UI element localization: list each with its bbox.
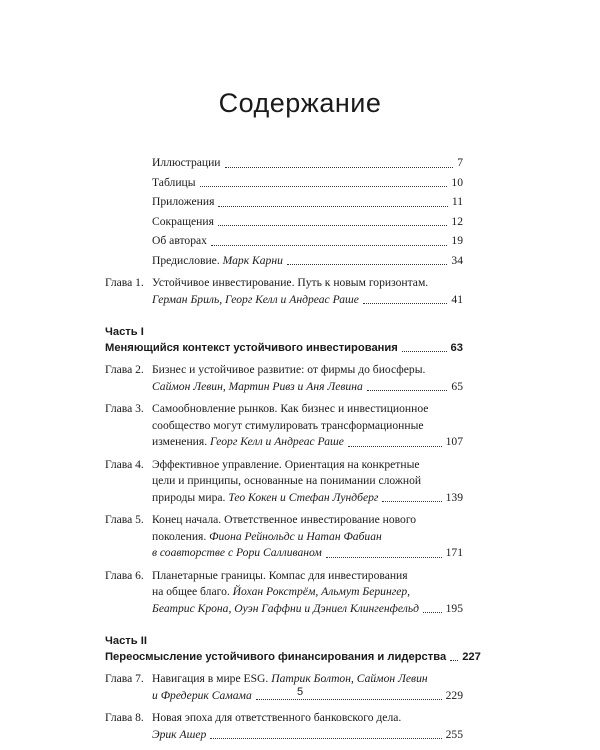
chapter-author-cont: в соавторстве с Рори Салливаном xyxy=(152,546,322,559)
chapter-body xyxy=(152,710,463,743)
toc-page-number: 171 xyxy=(445,546,463,559)
toc-page-number: 10 xyxy=(451,175,463,189)
toc-chapter-3[interactable] xyxy=(105,401,463,451)
toc-chapter-2[interactable] xyxy=(105,362,463,395)
toc-entry-text xyxy=(152,253,283,270)
toc-page-number: 195 xyxy=(445,601,463,615)
chapter-body xyxy=(152,457,463,507)
table-of-contents xyxy=(105,152,481,743)
toc-page-number: 41 xyxy=(451,292,463,306)
chapter-author: Георг Келл и Андреас Раше xyxy=(210,435,344,448)
chapter-title-cont: цели и принципы, основанные на понимании сложной xyxy=(152,474,422,487)
dot-leader xyxy=(218,206,447,207)
toc-entry-text: Сокращения xyxy=(152,214,214,228)
dot-leader xyxy=(218,225,447,226)
toc-entry-foreword[interactable] xyxy=(105,250,463,270)
chapter-label: Глава 4. xyxy=(105,457,144,471)
chapter-label: Глава 2. xyxy=(105,363,144,376)
part-label: Часть II xyxy=(105,635,147,647)
dot-leader xyxy=(210,738,441,739)
chapter-title-cont: поколения. xyxy=(152,529,207,543)
dot-leader xyxy=(363,303,447,304)
chapter-label: Глава 7. xyxy=(105,672,144,685)
chapter-body xyxy=(152,401,463,451)
dot-leader xyxy=(402,351,447,352)
toc-part-2[interactable] xyxy=(105,633,481,665)
chapter-title: Эффективное управление. Ориентация на конкретные xyxy=(152,457,420,471)
chapter-label: Глава 8. xyxy=(105,711,144,724)
toc-page-number: 227 xyxy=(462,651,481,663)
toc-page-number: 229 xyxy=(445,688,463,702)
dot-leader xyxy=(367,390,448,391)
part-label: Часть I xyxy=(105,326,144,338)
chapter-title: Самообновление рынков. Как бизнес и инвестиционное xyxy=(152,402,429,415)
chapter-author: Эрик Ашер xyxy=(152,727,207,741)
toc-entry-text: Иллюстрации xyxy=(152,156,221,169)
toc-page-number: 34 xyxy=(451,253,463,267)
dot-leader xyxy=(450,660,458,661)
dot-leader xyxy=(326,557,442,558)
chapter-author: Герман Бриль, Георг Келл и Андреас Раше xyxy=(152,292,359,306)
chapter-title: Устойчивое инвестирование. Путь к новым горизонтам. xyxy=(152,276,429,289)
dot-leader xyxy=(287,264,448,265)
toc-chapter-1[interactable] xyxy=(105,275,463,308)
toc-entry-text: Об авторах xyxy=(152,234,207,247)
chapter-label: Глава 3. xyxy=(105,402,144,415)
chapter-title-cont: на общее благо. xyxy=(152,585,230,598)
chapter-body xyxy=(152,362,463,395)
chapter-author: Йохан Рокстрём, Альмут Берингер, xyxy=(232,585,411,598)
chapter-author: Саймон Левин, Мартин Ривз и Аня Левина xyxy=(152,379,363,393)
chapter-title: Новая эпоха для ответственного банковского дела. xyxy=(152,711,402,724)
chapter-label: Глава 1. xyxy=(105,276,144,289)
dot-leader xyxy=(348,446,442,447)
toc-entry-tables[interactable] xyxy=(105,172,463,192)
chapter-author: Патрик Болтон, Саймон Левин xyxy=(271,672,428,685)
toc-entry-illustrations[interactable] xyxy=(105,152,463,172)
part-title: Меняющийся контекст устойчивого инвестирования xyxy=(105,342,398,354)
toc-page-number: 11 xyxy=(451,195,463,208)
dot-leader xyxy=(225,167,454,168)
chapter-title-cont: природы мира. xyxy=(152,490,226,504)
chapter-title-cont: изменения. xyxy=(152,435,208,448)
toc-chapter-8[interactable] xyxy=(105,710,463,743)
chapter-title-cont: сообщество могут стимулировать трансформационные xyxy=(152,418,424,432)
toc-entry-about-authors[interactable] xyxy=(105,230,463,250)
dot-leader xyxy=(200,186,448,187)
toc-page-number: 107 xyxy=(445,435,463,448)
dot-leader xyxy=(256,699,442,700)
chapter-author: Тео Кокен и Стефан Лундберг xyxy=(228,490,379,504)
toc-page-number: 65 xyxy=(451,379,463,393)
toc-entry-title: Предисловие. xyxy=(152,253,220,267)
chapter-author-cont: и Фредерик Самама xyxy=(152,688,252,702)
dot-leader xyxy=(382,501,441,502)
toc-entry-appendices[interactable] xyxy=(105,191,463,211)
toc-page-number: 19 xyxy=(451,234,463,247)
page-title: Содержание xyxy=(218,88,382,118)
toc-page-number: 255 xyxy=(445,727,463,741)
dot-leader xyxy=(211,245,447,246)
toc-entry-abbreviations[interactable] xyxy=(105,211,463,231)
toc-entry-author: Марк Карни xyxy=(222,253,283,267)
chapter-body xyxy=(152,568,463,618)
toc-part-1[interactable] xyxy=(105,324,463,356)
page-number: 5 xyxy=(296,686,304,698)
toc-page-number: 139 xyxy=(445,490,463,504)
chapter-body xyxy=(152,512,463,562)
part-title: Переосмысление устойчивого финансирования и лидерства xyxy=(105,651,447,663)
chapter-body xyxy=(152,275,463,308)
toc-chapter-5[interactable] xyxy=(105,512,463,562)
toc-entry-text: Таблицы xyxy=(152,175,196,189)
chapter-title: Планетарные границы. Компас для инвестирования xyxy=(152,568,408,582)
dot-leader xyxy=(423,612,442,613)
toc-page-number: 12 xyxy=(451,214,463,228)
chapter-label: Глава 5. xyxy=(105,513,144,526)
toc-chapter-4[interactable] xyxy=(105,457,463,507)
toc-chapter-6[interactable] xyxy=(105,568,463,618)
toc-page-number: 7 xyxy=(457,156,463,169)
toc-page-number: 63 xyxy=(450,342,463,354)
chapter-label: Глава 6. xyxy=(105,568,144,582)
chapter-title: Конец начала. Ответственное инвестирование нового xyxy=(152,513,417,526)
chapter-title: Бизнес и устойчивое развитие: от фирмы до биосферы. xyxy=(152,363,426,376)
chapter-title: Навигация в мире ESG. xyxy=(152,672,269,685)
toc-entry-text: Приложения xyxy=(152,195,215,208)
chapter-author-cont: Беатрис Крона, Оуэн Гаффни и Дэниел Клингенфельд xyxy=(152,601,419,615)
chapter-author: Фиона Рейнольдс и Натан Фабиан xyxy=(209,529,382,543)
